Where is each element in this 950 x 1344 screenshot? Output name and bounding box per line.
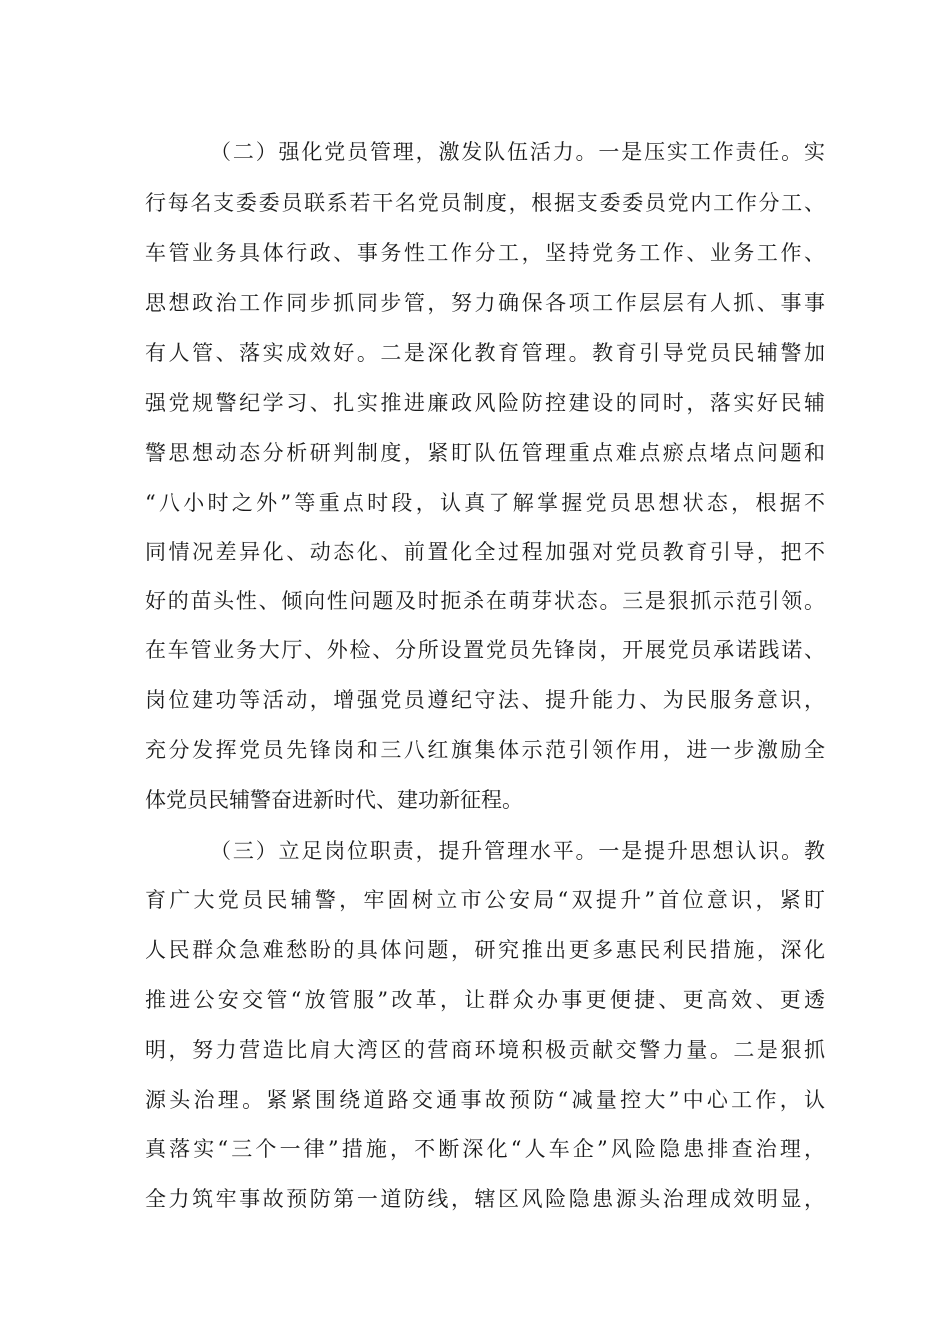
paragraph-line: 警思想动态分析研判制度，紧盯队伍管理重点难点瘀点堵点问题和 bbox=[145, 441, 825, 465]
paragraph-line: 体党员民辅警奋进新时代、建功新征程。 bbox=[145, 788, 523, 812]
paragraph-line: 行每名支委委员联系若干名党员制度，根据支委委员党内工作分工、 bbox=[145, 191, 825, 215]
paragraph-line: 源头治理。紧紧围绕道路交通事故预防“减量控大”中心工作，认 bbox=[145, 1088, 825, 1112]
paragraph-line: 育广大党员民辅警，牢固树立市公安局“双提升”首位意识，紧盯 bbox=[145, 888, 825, 912]
paragraph-line: 全力筑牢事故预防第一道防线，辖区风险隐患源头治理成效明显， bbox=[145, 1187, 825, 1211]
paragraph-line: 思想政治工作同步抓同步管，努力确保各项工作层层有人抓、事事 bbox=[145, 291, 825, 315]
paragraph-line: 明，努力营造比肩大湾区的营商环境积极贡献交警力量。二是狠抓 bbox=[145, 1038, 825, 1062]
paragraph-line: 车管业务具体行政、事务性工作分工，坚持党务工作、业务工作、 bbox=[145, 241, 825, 265]
paragraph-line: 有人管、落实成效好。二是深化教育管理。教育引导党员民辅警加 bbox=[145, 341, 825, 365]
paragraph-line: 真落实“三个一律”措施，不断深化“人车企”风险隐患排查治理， bbox=[145, 1137, 825, 1161]
paragraph-line: （三）立足岗位职责，提升管理水平。一是提升思想认识。教 bbox=[210, 839, 825, 863]
paragraph-line: 人民群众急难愁盼的具体问题，研究推出更多惠民利民措施，深化 bbox=[145, 938, 825, 962]
paragraph-line: 同情况差异化、动态化、前置化全过程加强对党员教育引导，把不 bbox=[145, 540, 825, 564]
paragraph-line: 好的苗头性、倾向性问题及时扼杀在萌芽状态。三是狠抓示范引领。 bbox=[145, 589, 825, 613]
paragraph-line: 强党规警纪学习、扎实推进廉政风险防控建设的同时，落实好民辅 bbox=[145, 391, 825, 415]
paragraph-line: 充分发挥党员先锋岗和三八红旗集体示范引领作用，进一步激励全 bbox=[145, 738, 825, 762]
paragraph-line: （二）强化党员管理，激发队伍活力。一是压实工作责任。实 bbox=[210, 140, 825, 164]
paragraph-line: 在车管业务大厅、外检、分所设置党员先锋岗，开展党员承诺践诺、 bbox=[145, 638, 825, 662]
paragraph-line: 推进公安交管“放管服”改革，让群众办事更便捷、更高效、更透 bbox=[145, 988, 825, 1012]
paragraph-line: “八小时之外”等重点时段，认真了解掌握党员思想状态，根据不 bbox=[145, 491, 825, 515]
paragraph-line: 岗位建功等活动，增强党员遵纪守法、提升能力、为民服务意识， bbox=[145, 688, 825, 712]
